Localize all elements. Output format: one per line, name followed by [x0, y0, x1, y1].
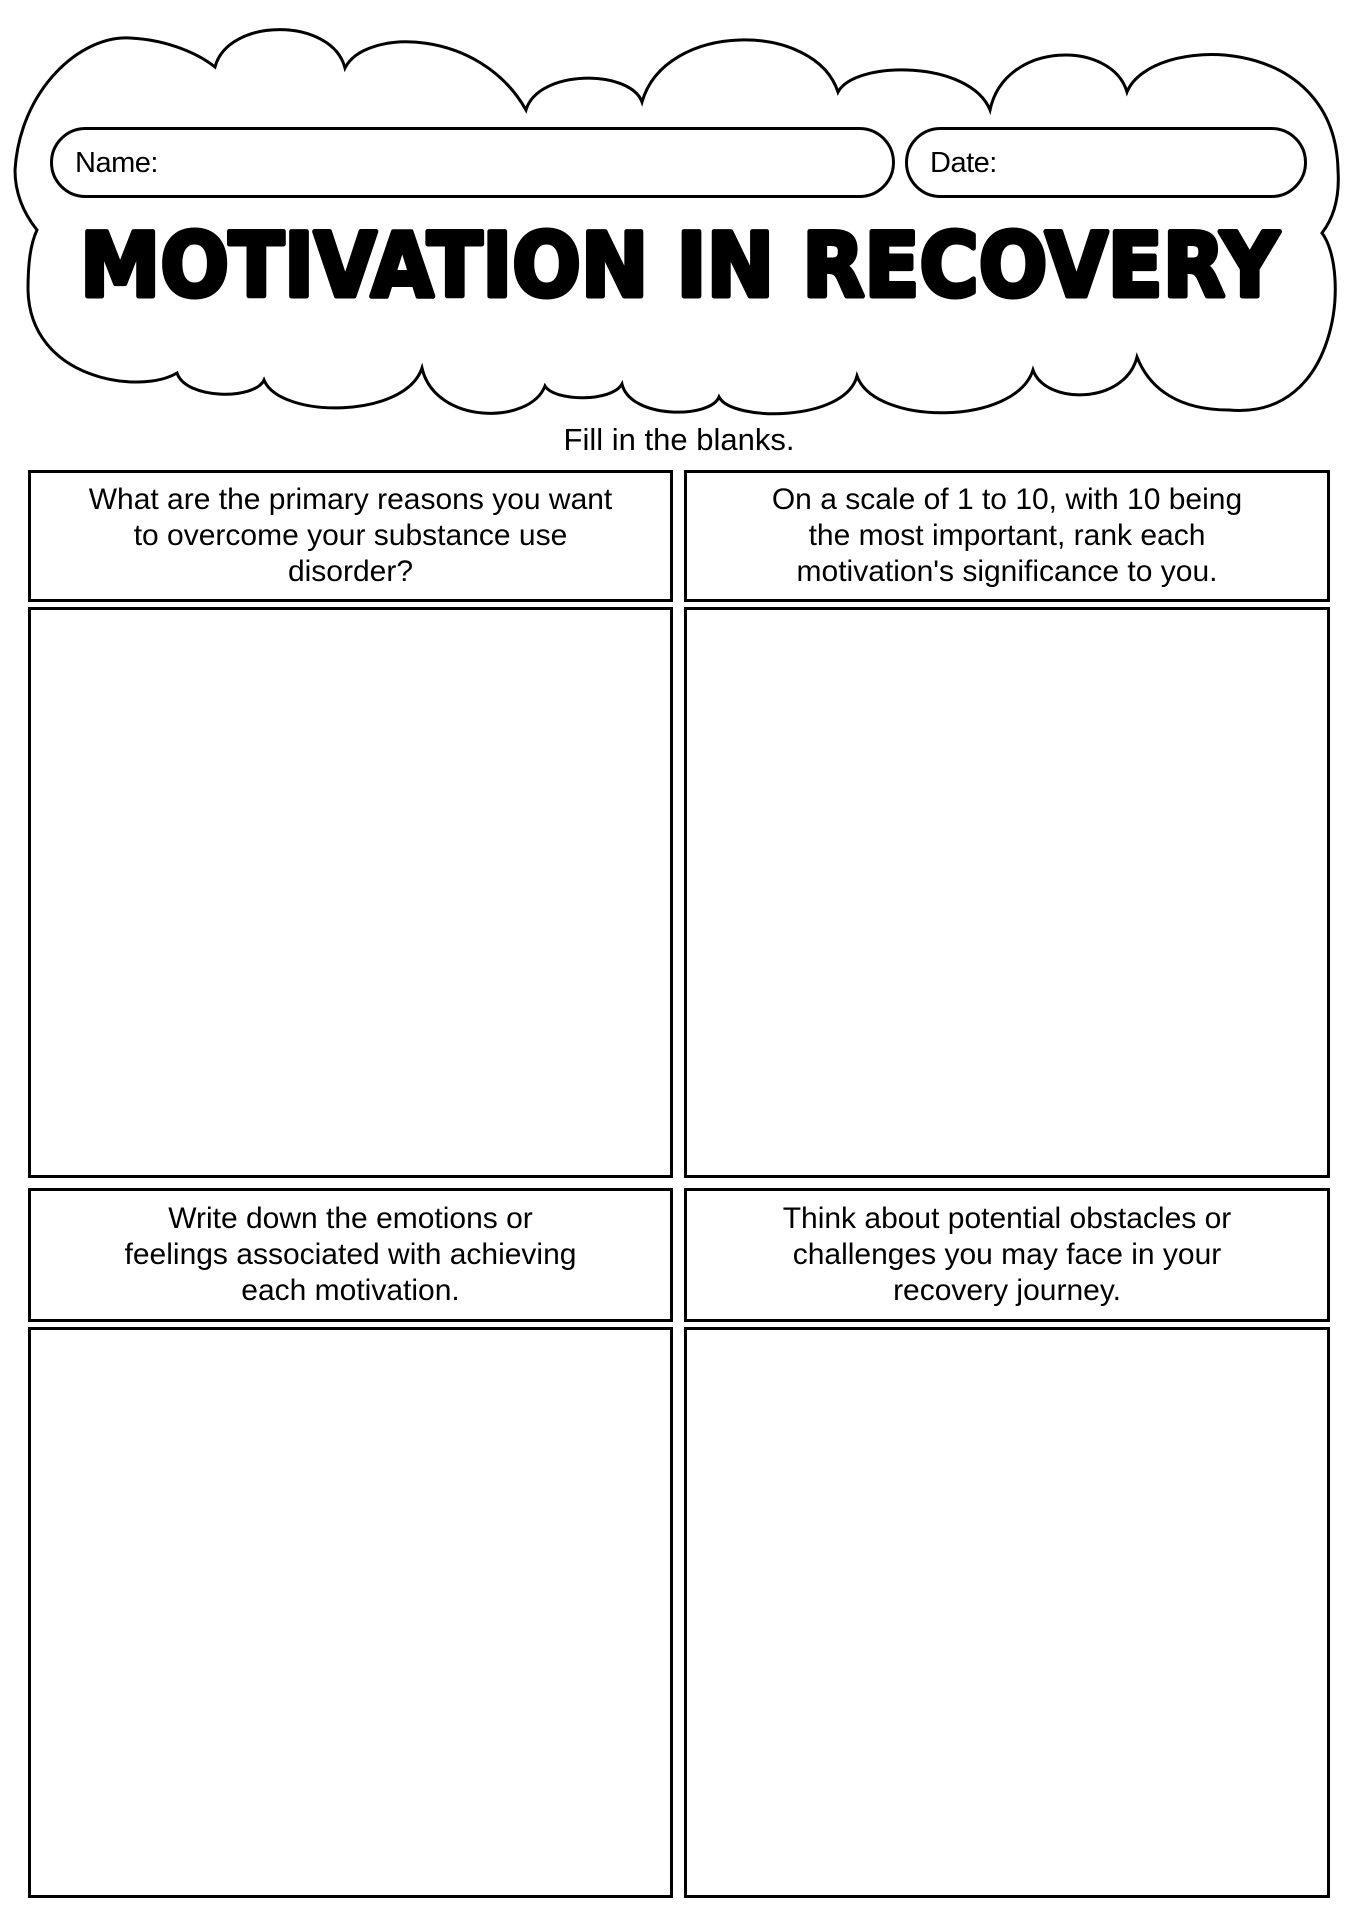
question-line: each motivation. [241, 1274, 460, 1307]
cloud-header-shape [0, 0, 1358, 430]
question-line: Write down the emotions or [168, 1202, 533, 1235]
question-3-prompt [28, 1188, 673, 1322]
question-line: challenges you may face in your [792, 1238, 1222, 1271]
date-field[interactable] [905, 127, 1307, 198]
question-4-prompt [684, 1188, 1330, 1322]
question-line: disorder? [287, 555, 414, 588]
question-line: motivation's significance to you. [796, 555, 1218, 588]
question-line: recovery journey. [893, 1274, 1121, 1307]
question-line: feelings associated with achieving [124, 1238, 577, 1271]
question-4-answer-box[interactable] [684, 1327, 1330, 1898]
question-line: On a scale of 1 to 10, with 10 being [771, 483, 1243, 516]
question-2-answer-box[interactable] [684, 607, 1330, 1178]
question-1-prompt [28, 470, 673, 602]
question-line: to overcome your substance use [133, 519, 568, 552]
name-label: Name: [75, 147, 158, 179]
question-2-prompt [684, 470, 1330, 602]
question-line: Think about potential obstacles or [782, 1202, 1232, 1235]
date-label: Date: [930, 147, 997, 179]
question-1-answer-box[interactable] [28, 607, 673, 1178]
name-field[interactable] [50, 127, 895, 198]
name-input[interactable] [163, 142, 862, 186]
date-input[interactable] [1006, 142, 1274, 186]
question-line: What are the primary reasons you want [88, 483, 613, 516]
question-3-answer-box[interactable] [28, 1327, 673, 1898]
page-title: MOTIVATION IN RECOVERY [80, 214, 1281, 317]
instructions-text: Fill in the blanks. [563, 422, 795, 457]
question-line: the most important, rank each [808, 519, 1206, 552]
